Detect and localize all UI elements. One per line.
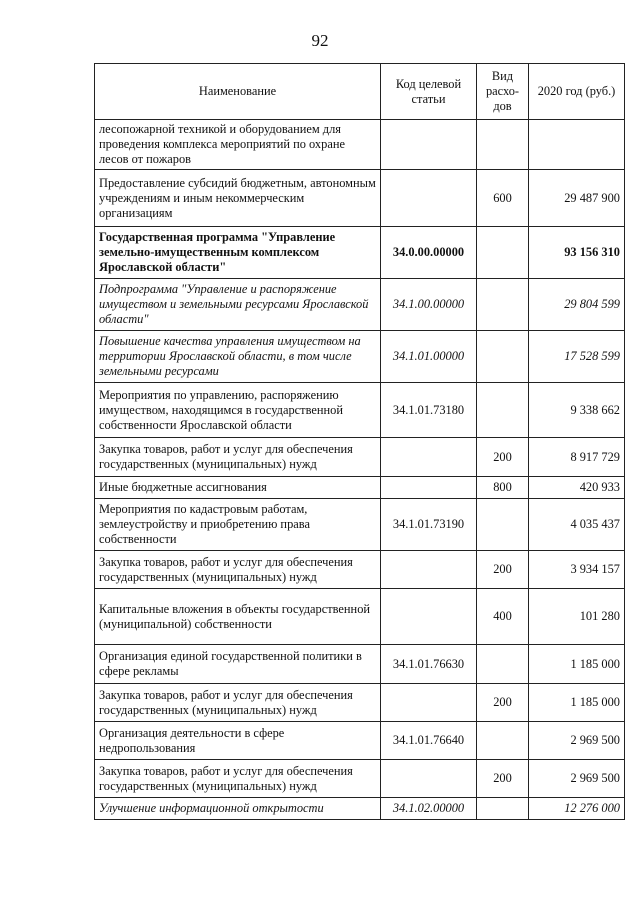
cell-type: 200 <box>477 760 529 798</box>
cell-code <box>381 120 477 170</box>
cell-name: Организация единой государственной политики в сфере рекламы <box>95 645 381 684</box>
cell-type <box>477 722 529 760</box>
cell-name: Закупка товаров, работ и услуг для обеспечения государственных (муниципальных) нужд <box>95 684 381 722</box>
cell-name: Закупка товаров, работ и услуг для обеспечения государственных (муниципальных) нужд <box>95 760 381 798</box>
table-row <box>95 120 625 170</box>
cell-amount: 9 338 662 <box>529 383 625 438</box>
cell-amount: 12 276 000 <box>529 798 625 820</box>
cell-name: Капитальные вложения в объекты государственной (муниципальной) собственности <box>95 589 381 645</box>
table-row <box>95 645 625 684</box>
cell-code: 34.1.01.73190 <box>381 499 477 551</box>
table-row <box>95 477 625 499</box>
table-row <box>95 383 625 438</box>
cell-code: 34.1.01.76640 <box>381 722 477 760</box>
cell-code <box>381 170 477 227</box>
cell-name: Предоставление субсидий бюджетным, автономным учреждениям и иным некоммерческим организациям <box>95 170 381 227</box>
budget-table <box>94 63 625 820</box>
header-amount: 2020 год (руб.) <box>529 64 625 120</box>
cell-name: Мероприятия по кадастровым работам, землеустройству и приобретению права собственности <box>95 499 381 551</box>
cell-type: 200 <box>477 551 529 589</box>
cell-code <box>381 551 477 589</box>
cell-type <box>477 645 529 684</box>
cell-amount <box>529 120 625 170</box>
cell-amount: 1 185 000 <box>529 645 625 684</box>
cell-code: 34.1.01.73180 <box>381 383 477 438</box>
cell-amount: 4 035 437 <box>529 499 625 551</box>
cell-amount: 29 804 599 <box>529 279 625 331</box>
table-row <box>95 551 625 589</box>
cell-type <box>477 279 529 331</box>
cell-type: 800 <box>477 477 529 499</box>
header-name: Наименование <box>95 64 381 120</box>
cell-code: 34.0.00.00000 <box>381 227 477 279</box>
cell-type <box>477 331 529 383</box>
cell-amount: 93 156 310 <box>529 227 625 279</box>
cell-name: Мероприятия по управлению, распоряжению имуществом, находящимся в государственной собственности Ярославской области <box>95 383 381 438</box>
table-row <box>95 798 625 820</box>
header-type: Вид расхо-дов <box>477 64 529 120</box>
header-code: Код целевой статьи <box>381 64 477 120</box>
cell-code <box>381 684 477 722</box>
table-row <box>95 170 625 227</box>
cell-amount: 17 528 599 <box>529 331 625 383</box>
table-row <box>95 438 625 477</box>
cell-amount: 3 934 157 <box>529 551 625 589</box>
cell-code: 34.1.02.00000 <box>381 798 477 820</box>
cell-amount: 2 969 500 <box>529 722 625 760</box>
cell-name: лесопожарной техникой и оборудованием для проведения комплекса мероприятий по охране лесов от пожаров <box>95 120 381 170</box>
cell-name: Подпрограмма "Управление и распоряжение имуществом и земельными ресурсами Ярославской области" <box>95 279 381 331</box>
cell-name: Закупка товаров, работ и услуг для обеспечения государственных (муниципальных) нужд <box>95 438 381 477</box>
cell-amount: 420 933 <box>529 477 625 499</box>
cell-code: 34.1.01.00000 <box>381 331 477 383</box>
cell-type <box>477 120 529 170</box>
cell-type <box>477 798 529 820</box>
cell-type <box>477 227 529 279</box>
page-number: 92 <box>311 31 329 50</box>
cell-type: 400 <box>477 589 529 645</box>
cell-type <box>477 383 529 438</box>
cell-type: 600 <box>477 170 529 227</box>
cell-name: Повышение качества управления имуществом на территории Ярославской области, в том числе земельными ресурсами <box>95 331 381 383</box>
table-body <box>95 120 625 820</box>
cell-amount: 8 917 729 <box>529 438 625 477</box>
cell-name: Организация деятельности в сфере недропользования <box>95 722 381 760</box>
table-row <box>95 227 625 279</box>
cell-amount: 29 487 900 <box>529 170 625 227</box>
cell-name: Иные бюджетные ассигнования <box>95 477 381 499</box>
table-row <box>95 499 625 551</box>
cell-amount: 1 185 000 <box>529 684 625 722</box>
table-row <box>95 760 625 798</box>
cell-type: 200 <box>477 438 529 477</box>
cell-code <box>381 438 477 477</box>
table-header-row <box>95 64 625 120</box>
cell-name: Закупка товаров, работ и услуг для обеспечения государственных (муниципальных) нужд <box>95 551 381 589</box>
table-row <box>95 331 625 383</box>
cell-code <box>381 760 477 798</box>
cell-type <box>477 499 529 551</box>
cell-name: Государственная программа "Управление земельно-имущественным комплексом Ярославской области" <box>95 227 381 279</box>
table-row <box>95 279 625 331</box>
cell-name: Улучшение информационной открытости <box>95 798 381 820</box>
cell-code: 34.1.00.00000 <box>381 279 477 331</box>
table-row <box>95 722 625 760</box>
cell-amount: 101 280 <box>529 589 625 645</box>
cell-code <box>381 589 477 645</box>
cell-code: 34.1.01.76630 <box>381 645 477 684</box>
table-row <box>95 684 625 722</box>
cell-type: 200 <box>477 684 529 722</box>
cell-code <box>381 477 477 499</box>
table-row <box>95 589 625 645</box>
cell-amount: 2 969 500 <box>529 760 625 798</box>
